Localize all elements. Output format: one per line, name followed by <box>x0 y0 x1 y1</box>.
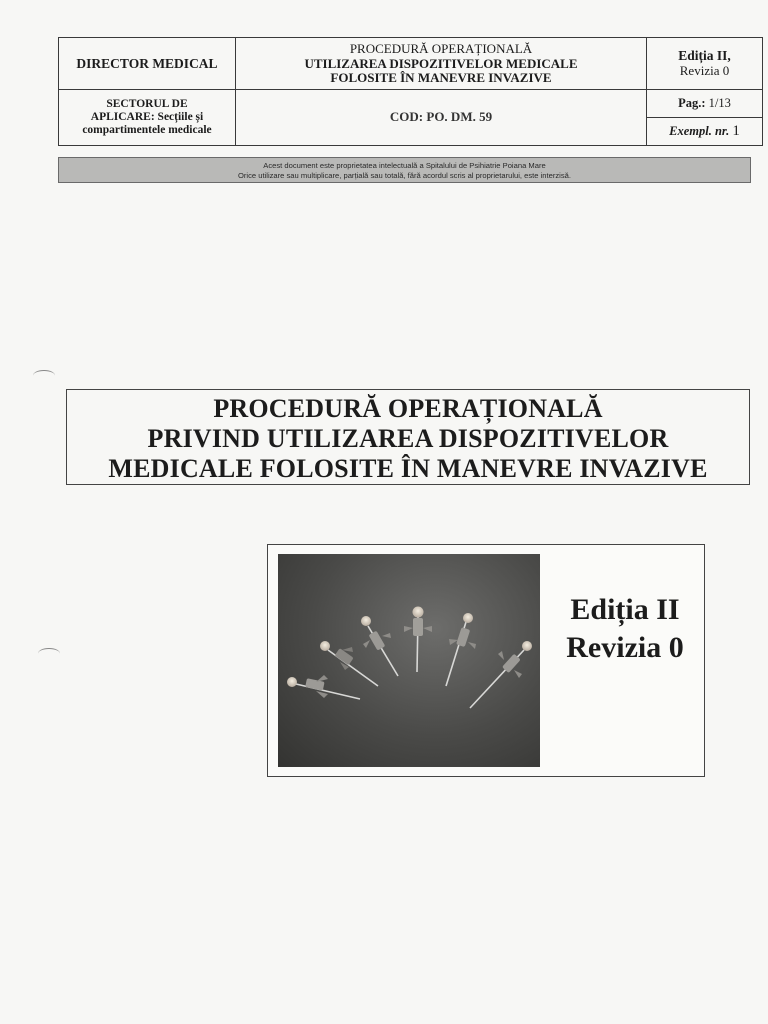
director-cell: DIRECTOR MEDICAL <box>59 38 236 90</box>
sector-line: compartimentele medicale <box>82 124 212 137</box>
procedure-title-line: UTILIZAREA DISPOZITIVELOR MEDICALE <box>304 55 578 71</box>
sector-cell <box>59 90 236 146</box>
copy-value: 1 <box>732 122 740 139</box>
main-title-line: PRIVIND UTILIZAREA DISPOZITIVELOR <box>147 424 669 453</box>
revision-label: Revizia 0 <box>679 62 730 78</box>
main-title-box <box>66 389 750 485</box>
copy-label: Exempl. nr. <box>669 123 730 138</box>
main-title-line: PROCEDURĂ OPERAȚIONALĂ <box>213 394 603 423</box>
catheter-icon <box>446 613 476 686</box>
notice-line: Acest document este proprietatea intelectuală a Spitalului de Psihiatrie Poiana Mare <box>263 161 546 170</box>
edition-block <box>555 591 695 667</box>
copy-number-cell <box>647 118 763 146</box>
edition-cell <box>647 38 763 90</box>
catheter-icon <box>470 641 532 708</box>
procedure-title-line: PROCEDURĂ OPERAȚIONALĂ <box>349 40 533 56</box>
catheters-illustration <box>278 554 540 767</box>
scan-mark <box>38 648 60 659</box>
sector-line: SECTORUL DE <box>106 97 188 110</box>
catheter-icon <box>361 616 398 676</box>
main-title-line: MEDICALE FOLOSITE ÎN MANEVRE INVAZIVE <box>108 454 708 483</box>
procedure-code: COD: PO. DM. 59 <box>236 90 647 146</box>
catheter-icon <box>287 675 360 699</box>
edition-text: Ediția II <box>570 593 680 626</box>
property-notice <box>58 157 751 183</box>
cover-image-panel <box>267 544 705 777</box>
catheter-icon <box>404 607 432 673</box>
page-number-cell <box>647 90 763 118</box>
intravenous-catheters-icon <box>278 554 540 767</box>
notice-line: Orice utilizare sau multiplicare, parțială sau totală, fără acordul scris al proprietarului, este interzisă. <box>237 171 571 180</box>
sector-line: APLICARE: Secțiile și <box>90 110 204 123</box>
catheter-icon <box>320 641 378 686</box>
page-value: 1/13 <box>708 96 731 111</box>
edition-label: Ediția II, <box>678 48 731 64</box>
procedure-title-line: FOLOSITE ÎN MANEVRE INVAZIVE <box>330 70 552 86</box>
document-header-table <box>58 37 763 146</box>
procedure-title-cell <box>236 38 647 90</box>
scan-mark <box>33 370 55 381</box>
revision-text: Revizia 0 <box>566 631 684 664</box>
page-label: Pag.: <box>678 96 706 111</box>
